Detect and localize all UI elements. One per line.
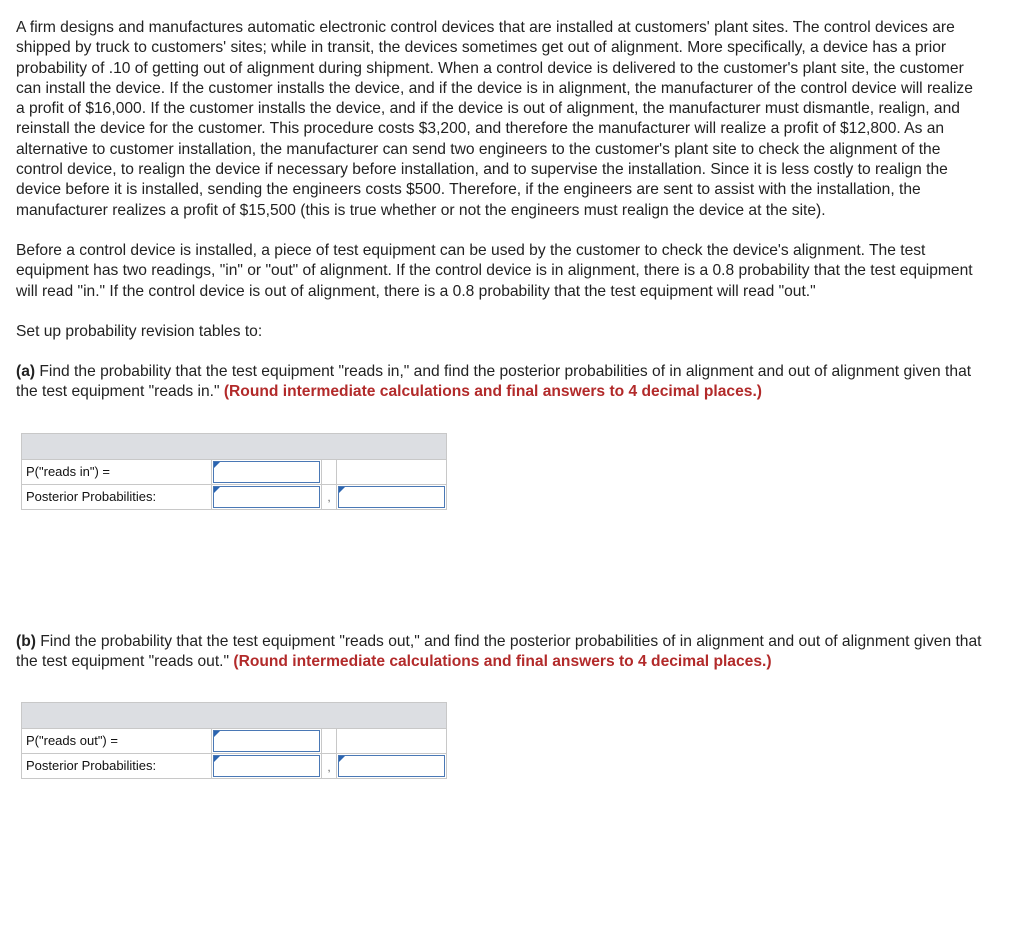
part-a-post-out-cell xyxy=(336,484,446,509)
spacer xyxy=(16,510,984,632)
part-b-table-header xyxy=(22,703,447,729)
part-b-header-cell xyxy=(22,703,447,729)
part-a-empty-cell xyxy=(336,459,446,484)
part-a-table-header xyxy=(22,433,447,459)
part-b-comma: , xyxy=(322,754,337,779)
part-b-row-probability xyxy=(22,729,447,754)
part-b-prob-cell xyxy=(212,729,322,754)
part-a-empty-sep xyxy=(322,459,337,484)
part-a-prob-cell xyxy=(212,459,322,484)
part-a-row-posterior xyxy=(22,484,447,509)
part-a-table xyxy=(21,433,447,510)
part-b-table xyxy=(21,702,447,779)
problem-paragraph-3: Set up probability revision tables to: xyxy=(16,322,263,340)
part-a-question xyxy=(16,362,984,403)
part-a-posterior-label: Posterior Probabilities: xyxy=(22,484,212,509)
part-a-text: Find the probability that the test equipment "reads in," and find the posterior probabilities of in alignment and out of alignment given that the test equipment "reads in." xyxy=(16,363,972,401)
part-a-label: (a) xyxy=(16,363,36,381)
part-b-instruction: (Round intermediate calculations and final answers to 4 decimal places.) xyxy=(233,653,772,671)
part-b-posterior-in-input[interactable] xyxy=(213,755,320,777)
part-b-empty-sep xyxy=(322,729,337,754)
part-a-header-cell xyxy=(22,433,447,459)
part-b-reads-out-input[interactable] xyxy=(213,730,320,752)
part-a-comma: , xyxy=(322,484,337,509)
problem-paragraph-1: A firm designs and manufactures automatic electronic control devices that are installed at customers' plant sites. The control devices are shipped by truck to customers' sites; while in transit, the devices sometimes get out of alignment. More specifically, a device has a prior probability of .10 of getting out of alignment during shipment. When a control device is delivered to the customer's plant site, the customer can install the device. If the customer installs the device, and if the device is in alignment, the manufacturer of the control device will realize a profit of $16,000. If the customer installs the device, and if the device is out of alignment, the manufacturer must dismantle, realign, and reinstall the device for the customer. This procedure costs $3,200, and therefore the manufacturer will realize a profit of $12,800. As an alternative to customer installation, the manufacturer can send two engineers to the customer's plant site to check the alignment of the control device, to realign the device if necessary before installation, and to supervise the installation. Since it is less costly to realign the device before it is installed, sending the engineers costs $500. Therefore, if the engineers are sent to assist with the installation, the manufacturer realizes a profit of $15,500 (this is true whether or not the engineers must realign the device at the site). xyxy=(16,19,973,219)
part-b-empty-cell xyxy=(336,729,446,754)
part-a-row-probability xyxy=(22,459,447,484)
part-b-question xyxy=(16,632,984,673)
part-a-prob-label: P("reads in") = xyxy=(22,459,212,484)
part-a-posterior-out-input[interactable] xyxy=(338,486,445,508)
part-b-text: Find the probability that the test equipment "reads out," and find the posterior probabilities of in alignment and out of alignment given that the test equipment "reads out." xyxy=(16,632,982,671)
part-b-label: (b) xyxy=(16,632,36,650)
part-b-row-posterior xyxy=(22,754,447,779)
part-b-prob-label: P("reads out") = xyxy=(22,729,212,754)
part-b-post-out-cell xyxy=(336,754,446,779)
part-a-post-in-cell xyxy=(212,484,322,509)
part-a-posterior-in-input[interactable] xyxy=(213,486,320,508)
part-b-posterior-out-input[interactable] xyxy=(338,755,445,777)
part-b-posterior-label: Posterior Probabilities: xyxy=(22,754,212,779)
problem-paragraph-2: Before a control device is installed, a piece of test equipment can be used by the customer to check the device's alignment. The test equipment has two readings, "in" or "out" of alignment. If the control device is in alignment, there is a 0.8 probability that the test equipment will read "in." If the control device is out of alignment, there is a 0.8 probability that the test equipment will read "out." xyxy=(16,241,973,300)
part-a-instruction: (Round intermediate calculations and final answers to 4 decimal places.) xyxy=(223,383,762,401)
part-b-post-in-cell xyxy=(212,754,322,779)
part-a-reads-in-input[interactable] xyxy=(213,461,320,483)
